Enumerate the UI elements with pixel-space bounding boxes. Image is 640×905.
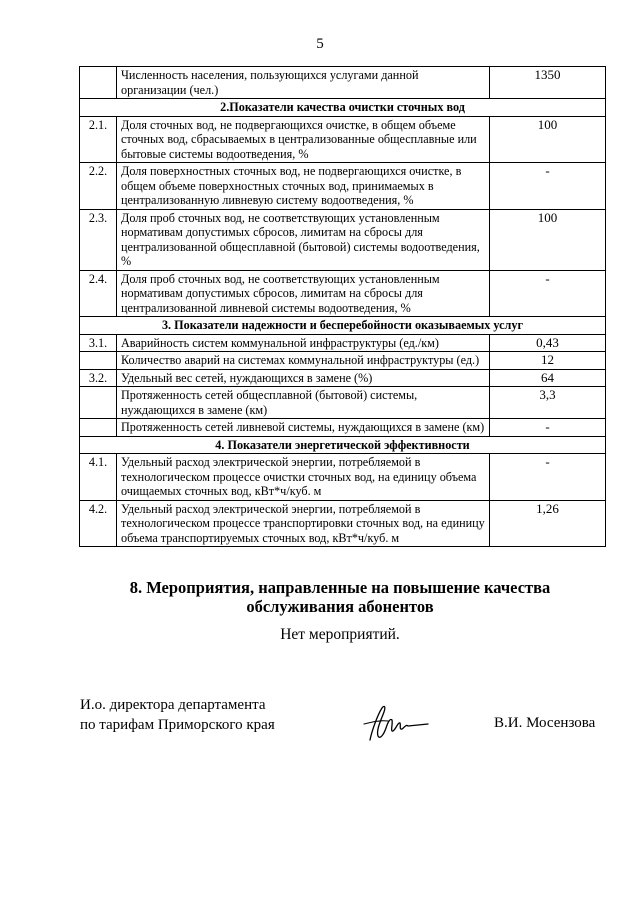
indicator-value: 12 [490, 352, 606, 370]
indicator-value: 3,3 [490, 387, 606, 419]
row-number: 3.1. [80, 334, 117, 352]
table-row [80, 334, 606, 352]
section-header-row [80, 436, 606, 454]
row-number: 2.4. [80, 270, 117, 317]
section-8-heading [60, 578, 620, 616]
row-number: 2.2. [80, 163, 117, 210]
table-row [80, 419, 606, 437]
section-8-title-line1: 8. Мероприятия, направленные на повышение качества [129, 578, 551, 597]
indicator-value: - [490, 454, 606, 501]
indicator-name: Аварийность систем коммунальной инфраструктуры (ед./км) [117, 334, 490, 352]
table-row [80, 116, 606, 163]
indicator-name: Численность населения, пользующихся услугами данной организации (чел.) [117, 67, 490, 99]
no-measures-text: Нет мероприятий. [280, 626, 400, 643]
section-header-row [80, 99, 606, 117]
signer-position-line1: И.о. директора департамента [80, 697, 266, 713]
section-header: 2.Показатели качества очистки сточных вод [80, 99, 606, 117]
table-row [80, 163, 606, 210]
signer-position-line2: по тарифам Приморского края [80, 717, 275, 733]
signer-name: В.И. Мосензова [494, 715, 596, 731]
indicator-name: Удельный расход электрической энергии, потребляемой в технологическом процессе очистки сточных вод, на единицу объема очищаемых сточных вод, кВт*ч/куб. м [117, 454, 490, 501]
table-row [80, 352, 606, 370]
row-number: 4.2. [80, 500, 117, 547]
row-number: 3.2. [80, 369, 117, 387]
indicator-value: - [490, 419, 606, 437]
indicator-value: 64 [490, 369, 606, 387]
indicator-name: Доля поверхностных сточных вод, не подвергающихся очистке, в общем объеме поверхностных сточных вод, принимаемых в централизованную ливневую систему водоотведения, % [117, 163, 490, 210]
signer-position [80, 695, 275, 735]
row-number: 2.3. [80, 209, 117, 270]
table-row [80, 369, 606, 387]
indicator-name: Количество аварий на системах коммунальной инфраструктуры (ед.) [117, 352, 490, 370]
indicators-table [79, 66, 606, 547]
row-number: 4.1. [80, 454, 117, 501]
handwritten-signature [362, 700, 432, 748]
indicator-name: Удельный расход электрической энергии, потребляемой в технологическом процессе транспортировки сточных вод, на единицу объема транспортируемых сточных вод, кВт*ч/куб. м [117, 500, 490, 547]
indicator-value: - [490, 270, 606, 317]
indicator-value: 1350 [490, 67, 606, 99]
section-8-title-line2: обслуживания абонентов [246, 597, 434, 616]
table-row [80, 500, 606, 547]
row-number [80, 352, 117, 370]
section-header: 4. Показатели энергетической эффективности [80, 436, 606, 454]
indicator-value: 100 [490, 116, 606, 163]
table-row [80, 209, 606, 270]
indicator-name: Протяженность сетей общесплавной (бытовой) системы, нуждающихся в замене (км) [117, 387, 490, 419]
indicator-value: 1,26 [490, 500, 606, 547]
indicator-name: Доля сточных вод, не подвергающихся очистке, в общем объеме сточных вод, сбрасываемых в централизованные общесплавные или бытовые системы водоотведения, % [117, 116, 490, 163]
indicator-name: Доля проб сточных вод, не соответствующих установленным нормативам допустимых сбросов, лимитам на сбросы для централизованной общесплавной (бытовой) системы водоотведения, % [117, 209, 490, 270]
table-row [80, 454, 606, 501]
section-header: 3. Показатели надежности и бесперебойности оказываемых услуг [80, 317, 606, 335]
indicator-value: 0,43 [490, 334, 606, 352]
table-row [80, 387, 606, 419]
indicator-name: Протяженность сетей ливневой системы, нуждающихся в замене (км) [117, 419, 490, 437]
page-number: 5 [316, 36, 324, 52]
row-number [80, 419, 117, 437]
indicator-name: Доля проб сточных вод, не соответствующих установленным нормативам допустимых сбросов, лимитам на сбросы для централизованной ливневой системы водоотведения, % [117, 270, 490, 317]
indicator-name: Удельный вес сетей, нуждающихся в замене (%) [117, 369, 490, 387]
row-number [80, 67, 117, 99]
indicator-value: 100 [490, 209, 606, 270]
section-header-row [80, 317, 606, 335]
indicator-value: - [490, 163, 606, 210]
table-row [80, 270, 606, 317]
row-number: 2.1. [80, 116, 117, 163]
table-row [80, 67, 606, 99]
row-number [80, 387, 117, 419]
